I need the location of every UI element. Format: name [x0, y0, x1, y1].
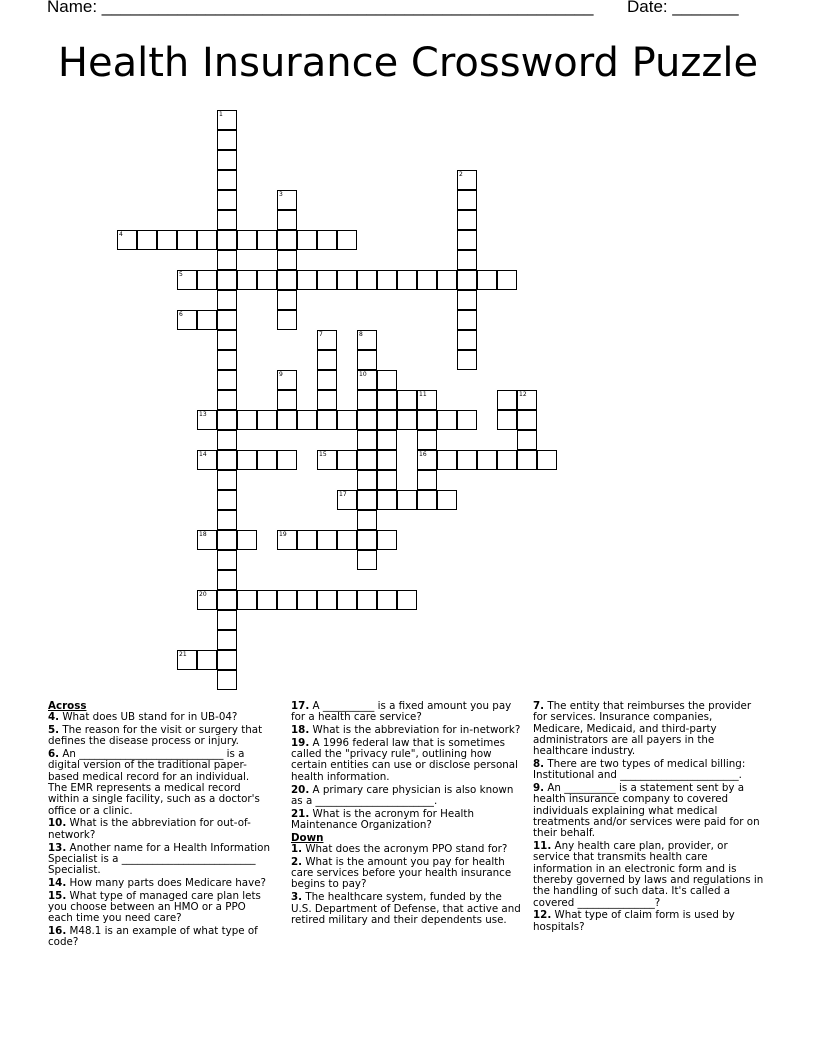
clue-number: 13	[199, 411, 207, 418]
grid-cell[interactable]	[217, 470, 237, 490]
grid-cell[interactable]	[217, 510, 237, 530]
across-clue-list-cont	[291, 701, 521, 831]
grid-cell[interactable]	[357, 450, 377, 470]
grid-cell[interactable]	[317, 270, 337, 290]
grid-cell[interactable]	[297, 270, 317, 290]
grid-cell[interactable]	[197, 230, 217, 250]
grid-cell[interactable]	[357, 490, 377, 510]
grid-cell[interactable]	[457, 450, 477, 470]
clue-number: 9	[279, 371, 283, 378]
grid-cell[interactable]	[217, 250, 237, 270]
clue-number: 17	[339, 491, 347, 498]
grid-cell[interactable]	[157, 230, 177, 250]
clue-number: 5	[179, 271, 183, 278]
across-clue-list	[48, 712, 270, 948]
grid-cell[interactable]	[197, 410, 217, 430]
grid-cell[interactable]	[217, 530, 237, 550]
grid-cell[interactable]	[377, 270, 397, 290]
grid-cell[interactable]	[357, 550, 377, 570]
grid-cell[interactable]	[177, 270, 197, 290]
clue-number-label: 12.	[533, 909, 552, 922]
grid-cell[interactable]	[277, 310, 297, 330]
clue-item	[291, 785, 521, 808]
clue-text: What type of managed care plan lets you choose between an HMO or a PPO each time you need care?	[48, 889, 261, 925]
clue-item	[48, 891, 270, 925]
grid-cell[interactable]	[277, 390, 297, 410]
grid-cell[interactable]	[317, 390, 337, 410]
grid-cell[interactable]	[457, 330, 477, 350]
clue-text: What is the abbreviation for in-network?	[309, 724, 521, 737]
clue-number: 12	[519, 391, 527, 398]
name-line[interactable]: Name: ____________________________________________________	[47, 0, 594, 16]
clue-item	[48, 725, 270, 748]
grid-cell[interactable]	[137, 230, 157, 250]
clue-number: 20	[199, 591, 207, 598]
down-heading: Down	[291, 831, 324, 844]
clue-number: 15	[319, 451, 327, 458]
clue-number-label: 5.	[48, 724, 60, 737]
grid-cell[interactable]	[357, 410, 377, 430]
clue-number: 1	[219, 111, 223, 118]
clue-item	[291, 844, 521, 855]
clue-item	[291, 701, 521, 724]
grid-cell[interactable]	[317, 370, 337, 390]
grid-cell[interactable]	[357, 390, 377, 410]
grid-cell[interactable]	[217, 210, 237, 230]
clue-number-label: 15.	[48, 889, 67, 902]
clue-number-label: 11.	[533, 840, 552, 853]
grid-cell[interactable]	[217, 410, 237, 430]
grid-cell[interactable]	[417, 490, 437, 510]
grid-cell[interactable]	[397, 490, 417, 510]
grid-cell[interactable]	[437, 490, 457, 510]
clue-number-label: 10.	[48, 817, 67, 830]
grid-cell[interactable]	[537, 450, 557, 470]
grid-cell[interactable]	[357, 370, 377, 390]
clue-item	[48, 843, 270, 877]
grid-cell[interactable]	[197, 270, 217, 290]
grid-cell[interactable]	[177, 310, 197, 330]
grid-cell[interactable]	[217, 430, 237, 450]
clue-number-label: 2.	[291, 855, 303, 868]
grid-cell[interactable]	[337, 410, 357, 430]
grid-cell[interactable]	[517, 430, 537, 450]
grid-cell[interactable]	[277, 410, 297, 430]
grid-cell[interactable]	[217, 390, 237, 410]
grid-cell[interactable]	[177, 650, 197, 670]
grid-cell[interactable]	[397, 590, 417, 610]
grid-cell[interactable]	[357, 510, 377, 530]
grid-cell[interactable]	[237, 410, 257, 430]
clue-item	[48, 749, 270, 817]
clue-item	[533, 701, 765, 757]
grid-cell[interactable]	[417, 390, 437, 410]
grid-cell[interactable]	[217, 630, 237, 650]
clue-text: What is the amount you pay for health care services before your health insurance begins to pay?	[291, 855, 512, 891]
grid-cell[interactable]	[277, 250, 297, 270]
clue-item	[291, 725, 521, 736]
clue-number: 8	[359, 331, 363, 338]
grid-cell[interactable]	[457, 170, 477, 190]
grid-cell[interactable]	[257, 590, 277, 610]
grid-cell[interactable]	[217, 570, 237, 590]
grid-cell[interactable]	[237, 530, 257, 550]
grid-cell[interactable]	[337, 270, 357, 290]
grid-cell[interactable]	[317, 450, 337, 470]
grid-cell[interactable]	[437, 410, 457, 430]
clue-item	[291, 809, 521, 832]
grid-cell[interactable]	[277, 590, 297, 610]
grid-cell[interactable]	[317, 410, 337, 430]
clue-number-label: 6.	[48, 748, 60, 761]
grid-cell[interactable]	[217, 190, 237, 210]
grid-cell[interactable]	[357, 270, 377, 290]
grid-cell[interactable]	[377, 410, 397, 430]
grid-cell[interactable]	[357, 530, 377, 550]
grid-cell[interactable]	[217, 170, 237, 190]
clue-text: Any health care plan, provider, or service that transmits health care information in an electronic form and is thereby governed by laws and regulations in the handling of such data. It's called a covered _______________?	[533, 840, 764, 909]
grid-cell[interactable]	[277, 270, 297, 290]
grid-cell[interactable]	[217, 310, 237, 330]
clue-number-label: 17.	[291, 700, 310, 712]
grid-cell[interactable]	[377, 590, 397, 610]
grid-cell[interactable]	[197, 450, 217, 470]
grid-cell[interactable]	[277, 530, 297, 550]
clue-number: 21	[179, 651, 187, 658]
grid-cell[interactable]	[277, 230, 297, 250]
clue-number-label: 21.	[291, 807, 310, 820]
clue-text: What type of claim form is used by hospitals?	[533, 909, 735, 933]
grid-cell[interactable]	[217, 550, 237, 570]
grid-cell[interactable]	[357, 470, 377, 490]
clue-number: 16	[419, 451, 427, 458]
clue-number-label: 4.	[48, 711, 60, 724]
grid-cell[interactable]	[357, 330, 377, 350]
grid-cell[interactable]	[217, 650, 237, 670]
grid-cell[interactable]	[237, 270, 257, 290]
clue-text: What is the acronym for Health Maintenance Organization?	[291, 807, 474, 831]
grid-cell[interactable]	[297, 590, 317, 610]
grid-cell[interactable]	[457, 270, 477, 290]
clue-text: A __________ is a fixed amount you pay for a health care service?	[291, 700, 512, 724]
grid-cell[interactable]	[257, 450, 277, 470]
grid-cell[interactable]	[497, 390, 517, 410]
grid-cell[interactable]	[417, 470, 437, 490]
grid-cell[interactable]	[237, 590, 257, 610]
grid-cell[interactable]	[357, 590, 377, 610]
grid-cell[interactable]	[497, 410, 517, 430]
clue-text: The entity that reimburses the provider for services. Insurance companies, Medicare, Medicaid, and third-party administrators are all payers in the healthcare industry.	[533, 700, 752, 758]
grid-cell[interactable]	[317, 530, 337, 550]
grid-cell[interactable]	[277, 190, 297, 210]
grid-cell[interactable]	[317, 330, 337, 350]
grid-cell[interactable]	[497, 450, 517, 470]
grid-cell[interactable]	[397, 270, 417, 290]
clue-number: 6	[179, 311, 183, 318]
grid-cell[interactable]	[337, 490, 357, 510]
grid-cell[interactable]	[217, 370, 237, 390]
clue-number: 10	[359, 371, 367, 378]
grid-cell[interactable]	[197, 650, 217, 670]
clue-item	[48, 712, 270, 723]
grid-cell[interactable]	[217, 610, 237, 630]
grid-cell[interactable]	[357, 430, 377, 450]
page-title: Health Insurance Crossword Puzzle	[57, 40, 759, 86]
grid-cell[interactable]	[457, 350, 477, 370]
grid-cell[interactable]	[317, 350, 337, 370]
down-clue-list	[291, 844, 521, 926]
clue-text: A 1996 federal law that is sometimes called the "privacy rule", outlining how certain entities can use or disclose personal health information.	[291, 736, 518, 783]
clue-number-label: 18.	[291, 724, 310, 737]
grid-cell[interactable]	[457, 210, 477, 230]
grid-cell[interactable]	[217, 330, 237, 350]
grid-cell[interactable]	[417, 450, 437, 470]
grid-cell[interactable]	[457, 190, 477, 210]
grid-cell[interactable]	[217, 350, 237, 370]
clue-item	[533, 783, 765, 839]
clue-number: 3	[279, 191, 283, 198]
grid-cell[interactable]	[217, 230, 237, 250]
grid-cell[interactable]	[297, 410, 317, 430]
grid-cell[interactable]	[217, 490, 237, 510]
clue-number-label: 16.	[48, 925, 67, 938]
grid-cell[interactable]	[377, 450, 397, 470]
grid-cell[interactable]	[517, 410, 537, 430]
grid-cell[interactable]	[417, 410, 437, 430]
clue-number: 14	[199, 451, 207, 458]
clue-number-label: 7.	[533, 700, 545, 712]
grid-cell[interactable]	[457, 250, 477, 270]
grid-cell[interactable]	[417, 430, 437, 450]
clue-item	[291, 857, 521, 891]
grid-cell[interactable]	[257, 230, 277, 250]
clue-text: M48.1 is an example of what type of code?	[48, 925, 258, 949]
grid-cell[interactable]	[217, 290, 237, 310]
grid-cell[interactable]	[217, 590, 237, 610]
grid-cell[interactable]	[517, 450, 537, 470]
grid-cell[interactable]	[297, 530, 317, 550]
clue-text: What is the abbreviation for out-of-network?	[48, 817, 251, 841]
clue-item	[533, 910, 765, 933]
grid-cell[interactable]	[437, 270, 457, 290]
grid-cell[interactable]	[377, 490, 397, 510]
grid-cell[interactable]	[457, 410, 477, 430]
down-clue-list-cont	[533, 701, 765, 933]
clue-text: Another name for a Health Information Specialist is a __________________________ Specialist.	[48, 841, 270, 877]
grid-cell[interactable]	[377, 390, 397, 410]
grid-cell[interactable]	[217, 270, 237, 290]
grid-cell[interactable]	[337, 230, 357, 250]
grid-cell[interactable]	[397, 390, 417, 410]
grid-cell[interactable]	[457, 310, 477, 330]
grid-cell[interactable]	[237, 450, 257, 470]
grid-cell[interactable]	[377, 530, 397, 550]
clue-text: There are two types of medical billing: Institutional and _______________________.	[533, 757, 746, 782]
grid-cell[interactable]	[377, 470, 397, 490]
grid-cell[interactable]	[477, 450, 497, 470]
clue-item	[48, 926, 270, 949]
clue-text: The healthcare system, funded by the U.S. Department of Defense, that active and retired military and their dependents use.	[291, 891, 521, 926]
grid-cell[interactable]	[477, 270, 497, 290]
clue-text: A primary care physician is also known as a _______________________.	[291, 783, 514, 807]
clue-text: What does UB stand for in UB-04?	[59, 711, 238, 724]
clue-number: 18	[199, 531, 207, 538]
clue-number-label: 20.	[291, 783, 310, 796]
grid-cell[interactable]	[277, 210, 297, 230]
clue-number-label: 13.	[48, 841, 67, 854]
clue-number-label: 3.	[291, 891, 303, 904]
clue-number-label: 9.	[533, 782, 545, 795]
grid-cell[interactable]	[457, 230, 477, 250]
grid-cell[interactable]	[197, 530, 217, 550]
grid-cell[interactable]	[497, 270, 517, 290]
clue-item	[533, 841, 765, 909]
grid-cell[interactable]	[257, 410, 277, 430]
clue-number-label: 8.	[533, 757, 545, 770]
clues-column-1	[48, 701, 270, 950]
grid-cell[interactable]	[337, 450, 357, 470]
clue-number-label: 19.	[291, 736, 310, 749]
grid-cell[interactable]	[117, 230, 137, 250]
grid-cell[interactable]	[337, 590, 357, 610]
grid-cell[interactable]	[277, 370, 297, 390]
grid-cell[interactable]	[317, 230, 337, 250]
grid-cell[interactable]	[397, 410, 417, 430]
grid-cell[interactable]	[217, 110, 237, 130]
grid-cell[interactable]	[517, 390, 537, 410]
clue-number: 11	[419, 391, 427, 398]
clue-number-label: 1.	[291, 843, 303, 856]
clue-number: 2	[459, 171, 463, 178]
across-heading: Across	[48, 700, 87, 712]
grid-cell[interactable]	[177, 230, 197, 250]
clue-item	[48, 878, 270, 889]
grid-cell[interactable]	[217, 450, 237, 470]
clue-number: 7	[319, 331, 323, 338]
clue-text: What does the acronym PPO stand for?	[302, 843, 508, 856]
grid-cell[interactable]	[237, 230, 257, 250]
grid-cell[interactable]	[197, 310, 217, 330]
grid-cell[interactable]	[257, 270, 277, 290]
clue-number-label: 14.	[48, 876, 67, 889]
grid-cell[interactable]	[377, 430, 397, 450]
grid-cell[interactable]	[317, 590, 337, 610]
clue-item	[291, 892, 521, 926]
clue-text: An __________ is a statement sent by a health insurance company to covered individuals explaining what medical treatments and/or services were paid for on their behalf.	[533, 782, 760, 840]
grid-cell[interactable]	[337, 530, 357, 550]
grid-cell[interactable]	[297, 230, 317, 250]
grid-cell[interactable]	[417, 270, 437, 290]
grid-cell[interactable]	[277, 450, 297, 470]
grid-cell[interactable]	[197, 590, 217, 610]
grid-cell[interactable]	[217, 150, 237, 170]
clue-item	[291, 738, 521, 783]
clue-number: 4	[119, 231, 123, 238]
clue-text: An ____________________________ is a digital version of the traditional paper-based medical record for an individual. The EMR represents a medical record within a single facility, such as a doctor's office or a clinic.	[48, 748, 260, 817]
grid-cell[interactable]	[217, 130, 237, 150]
clue-item	[48, 818, 270, 841]
grid-cell[interactable]	[377, 370, 397, 390]
clue-item	[533, 759, 765, 782]
grid-cell[interactable]	[437, 450, 457, 470]
grid-cell[interactable]	[277, 290, 297, 310]
grid-cell[interactable]	[457, 290, 477, 310]
grid-cell[interactable]	[357, 350, 377, 370]
clues-column-3	[533, 701, 765, 934]
date-line[interactable]: Date: _______	[627, 0, 739, 16]
grid-cell[interactable]	[217, 670, 237, 690]
clues-column-2	[291, 701, 521, 928]
clue-text: How many parts does Medicare have?	[66, 876, 266, 889]
clue-text: The reason for the visit or surgery that defines the disease process or injury.	[48, 724, 263, 748]
clue-number: 19	[279, 531, 287, 538]
